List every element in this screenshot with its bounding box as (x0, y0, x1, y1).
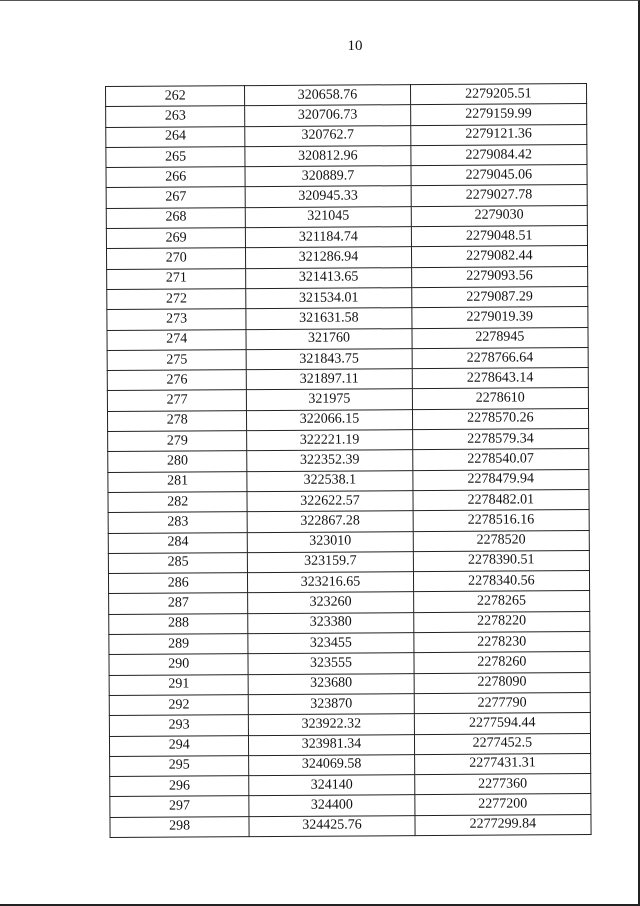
point-number-cell: 289 (109, 634, 248, 655)
y-coordinate-cell: 2278090 (414, 672, 590, 693)
point-number-cell: 291 (109, 674, 248, 695)
y-coordinate-cell: 2277431.31 (414, 753, 590, 774)
x-coordinate-cell: 321184.74 (246, 227, 411, 248)
table-row (110, 814, 591, 837)
point-number-cell: 297 (110, 796, 249, 817)
y-coordinate-cell: 2277360 (414, 774, 590, 795)
x-coordinate-cell: 323159.7 (248, 551, 413, 572)
y-coordinate-cell: 2279027.78 (411, 185, 587, 206)
y-coordinate-cell: 2278340.56 (413, 571, 589, 592)
coordinates-table-body (106, 84, 592, 838)
y-coordinate-cell: 2279084.42 (411, 144, 587, 165)
x-coordinate-cell: 321843.75 (246, 348, 411, 369)
y-coordinate-cell: 2278265 (413, 591, 589, 612)
point-number-cell: 280 (108, 451, 247, 472)
point-number-cell: 288 (109, 613, 248, 634)
point-number-cell: 269 (106, 228, 245, 249)
x-coordinate-cell: 323455 (248, 633, 413, 654)
point-number-cell: 274 (107, 329, 246, 350)
x-coordinate-cell: 322221.19 (247, 430, 412, 451)
x-coordinate-cell: 323555 (248, 653, 413, 674)
x-coordinate-cell: 320889.7 (245, 166, 410, 187)
y-coordinate-cell: 2278945 (412, 327, 588, 348)
x-coordinate-cell: 322622.57 (247, 491, 412, 512)
point-number-cell: 279 (108, 431, 247, 452)
y-coordinate-cell: 2278579.34 (412, 429, 588, 450)
x-coordinate-cell: 324425.76 (249, 815, 414, 836)
x-coordinate-cell: 320658.76 (245, 85, 410, 106)
point-number-cell: 293 (109, 715, 248, 736)
x-coordinate-cell: 324140 (249, 775, 414, 796)
point-number-cell: 278 (107, 410, 246, 431)
point-number-cell: 277 (107, 390, 246, 411)
y-coordinate-cell: 2279121.36 (410, 124, 586, 145)
y-coordinate-cell: 2277299.84 (415, 814, 591, 835)
y-coordinate-cell: 2278610 (412, 388, 588, 409)
x-coordinate-cell: 321286.94 (246, 247, 411, 268)
y-coordinate-cell: 2278260 (414, 652, 590, 673)
x-coordinate-cell: 323380 (248, 612, 413, 633)
y-coordinate-cell: 2277790 (414, 692, 590, 713)
x-coordinate-cell: 321534.01 (246, 288, 411, 309)
point-number-cell: 282 (108, 492, 247, 513)
y-coordinate-cell: 2278520 (413, 530, 589, 551)
coordinates-table (105, 83, 592, 838)
point-number-cell: 276 (107, 370, 246, 391)
point-number-cell: 295 (110, 755, 249, 776)
x-coordinate-cell: 320762.7 (245, 125, 410, 146)
y-coordinate-cell: 2277200 (414, 794, 590, 815)
x-coordinate-cell: 323922.32 (249, 714, 414, 735)
x-coordinate-cell: 324069.58 (249, 754, 414, 775)
y-coordinate-cell: 2277594.44 (414, 713, 590, 734)
point-number-cell: 284 (108, 532, 247, 553)
x-coordinate-cell: 321760 (246, 328, 411, 349)
point-number-cell: 286 (108, 573, 247, 594)
y-coordinate-cell: 2278479.94 (412, 469, 588, 490)
point-number-cell: 266 (106, 167, 245, 188)
x-coordinate-cell: 321413.65 (246, 267, 411, 288)
point-number-cell: 265 (106, 147, 245, 168)
point-number-cell: 264 (106, 126, 245, 147)
y-coordinate-cell: 2278220 (413, 611, 589, 632)
y-coordinate-cell: 2277452.5 (414, 733, 590, 754)
x-coordinate-cell: 323216.65 (248, 572, 413, 593)
y-coordinate-cell: 2278516.16 (413, 510, 589, 531)
point-number-cell: 270 (106, 248, 245, 269)
y-coordinate-cell: 2278570.26 (412, 408, 588, 429)
x-coordinate-cell: 321631.58 (246, 308, 411, 329)
point-number-cell: 294 (109, 735, 248, 756)
x-coordinate-cell: 323981.34 (249, 734, 414, 755)
y-coordinate-cell: 2279030 (411, 205, 587, 226)
y-coordinate-cell: 2279205.51 (410, 84, 586, 105)
y-coordinate-cell: 2278230 (413, 632, 589, 653)
x-coordinate-cell: 323260 (248, 592, 413, 613)
x-coordinate-cell: 323870 (249, 694, 414, 715)
x-coordinate-cell: 323010 (248, 531, 413, 552)
x-coordinate-cell: 320706.73 (245, 105, 410, 126)
point-number-cell: 292 (109, 695, 248, 716)
y-coordinate-cell: 2278482.01 (413, 489, 589, 510)
x-coordinate-cell: 320945.33 (245, 186, 410, 207)
point-number-cell: 290 (109, 654, 248, 675)
point-number-cell: 285 (108, 552, 247, 573)
y-coordinate-cell: 2279019.39 (412, 307, 588, 328)
y-coordinate-cell: 2279048.51 (411, 226, 587, 247)
point-number-cell: 273 (107, 309, 246, 330)
y-coordinate-cell: 2278766.64 (412, 347, 588, 368)
point-number-cell: 283 (108, 512, 247, 533)
point-number-cell: 262 (106, 86, 245, 107)
y-coordinate-cell: 2279159.99 (410, 104, 586, 125)
point-number-cell: 281 (108, 471, 247, 492)
x-coordinate-cell: 322867.28 (247, 511, 412, 532)
x-coordinate-cell: 324400 (249, 795, 414, 816)
point-number-cell: 272 (107, 289, 246, 310)
x-coordinate-cell: 320812.96 (245, 146, 410, 167)
x-coordinate-cell: 322538.1 (247, 470, 412, 491)
point-number-cell: 267 (106, 187, 245, 208)
x-coordinate-cell: 322066.15 (247, 409, 412, 430)
y-coordinate-cell: 2279087.29 (411, 287, 587, 308)
point-number-cell: 298 (110, 816, 249, 837)
y-coordinate-cell: 2279045.06 (411, 165, 587, 186)
point-number-cell: 263 (106, 106, 245, 127)
point-number-cell: 296 (110, 776, 249, 797)
point-number-cell: 287 (109, 593, 248, 614)
x-coordinate-cell: 321045 (246, 206, 411, 227)
page-number: 10 (347, 38, 363, 54)
x-coordinate-cell: 321975 (247, 389, 412, 410)
y-coordinate-cell: 2278390.51 (413, 550, 589, 571)
point-number-cell: 275 (107, 350, 246, 371)
x-coordinate-cell: 321897.11 (247, 369, 412, 390)
y-coordinate-cell: 2279082.44 (411, 246, 587, 267)
y-coordinate-cell: 2278540.07 (412, 449, 588, 470)
x-coordinate-cell: 323680 (248, 673, 413, 694)
point-number-cell: 271 (107, 268, 246, 289)
point-number-cell: 268 (106, 207, 245, 228)
y-coordinate-cell: 2278643.14 (412, 368, 588, 389)
y-coordinate-cell: 2279093.56 (411, 266, 587, 287)
x-coordinate-cell: 322352.39 (247, 450, 412, 471)
